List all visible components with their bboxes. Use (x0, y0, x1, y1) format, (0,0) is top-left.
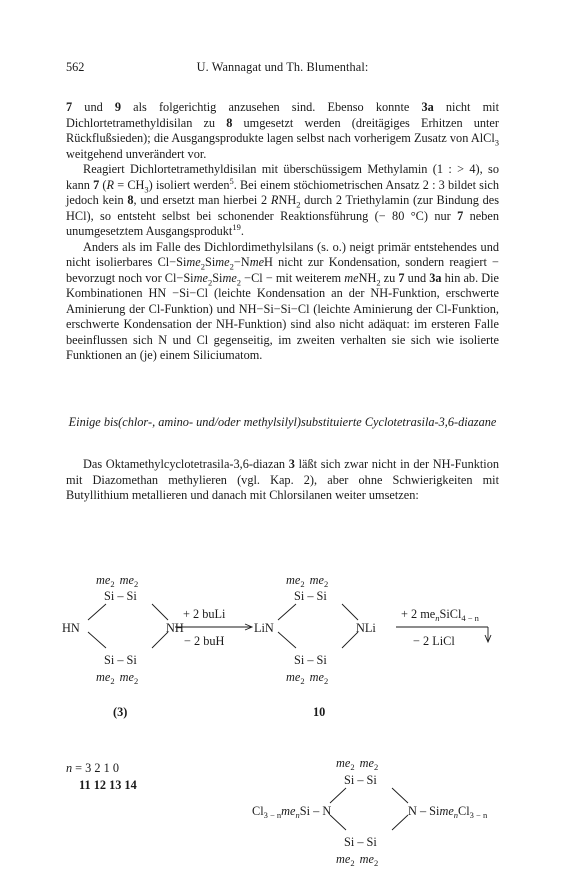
byproduct-butane: − 2 buH (184, 634, 225, 648)
lin-group: LiN (254, 621, 274, 635)
si-si-bond-top: Si – Si (294, 589, 327, 603)
si-si-bond-top: Si – Si (344, 773, 377, 787)
bond-line (152, 604, 168, 620)
methyl-group-label: $me_2$ $me_2$ (96, 670, 139, 686)
body-text-block-1: 7 und 9 als folgerichtig anzusehen sind. Ebenso konnte 3a nicht mit Dichlortetramethyldisilan zu 8 umgesetzt werden (dreitägiges Erhitzen unter Rückflußsieden); die Ausgangsprodukte lagen selbst nach vorherigem Zusatz von AlCl$_3$ weitgehend unverändert vor. Reagiert Dichlortetramethyldisilan mit überschüssigem Methylamin (1 : > 4), so kann 7 $(R = CH_3)$ isoliert werden$^5$. Bei einem stöchiometrischen Ansatz 2 : 3 bildet sich jedoch kein 8, und ersetzt man hierbei 2 $RNH_2$ durch 2 Triethylamin (zur Bindung des HCl), so entsteht selbst bei schonender Reaktionsführung (− 80 °C) nur 7 neben unumgesetztem Ausgangsprodukt$^{19}$. Anders als im Falle des Dichlordimethylsilans (s. o.) neigt primär entstehendes und nicht isolierbares Cl−Sime$_2$Sime$_2$−NmeH nicht zur Kondensation, sondern reagiert − bevorzugt noch vor Cl−Sime$_2$Sime$_2$ −Cl − mit weiterem meNH$_2$ zu 7 und 3a hin ab. Die Kombinationen HN −Si−Cl (leichte Kondensation an der NH-Funktion, erschwerte Aminierung der Cl-Funktion) und NH−Si−Si−Cl (leichte Aminierung der Cl-Funktion, erschwerte Kondensation der NH-Funktion) sind also nicht adäquat: im ersteren Falle beeinflussen sich N und Cl gegenseitig, im zweiten verhalten sie sich wie isolierte Funktionen an (je) einem Siliciumatom. (66, 100, 500, 362)
bond-line (330, 815, 346, 830)
bond-line (278, 632, 296, 648)
left-silyl-substituent: $Cl_{3 - n}me_nSi$ – N (252, 804, 332, 820)
bond-line (88, 604, 106, 620)
page-number: 562 (66, 60, 85, 74)
section-heading: Einige bis(chlor-, amino- und/oder methylsilyl)substituierte Cyclotetrasila-3,6-diazane (68, 415, 497, 429)
right-silyl-substituent: N – $Sime_nCl_{3 - n}$ (408, 804, 488, 820)
bond-line (392, 815, 408, 830)
methyl-group-label: $me_2$ $me_2$ (336, 756, 379, 772)
methyl-group-label: $me_2$ $me_2$ (286, 573, 329, 589)
si-si-bond-bottom: Si – Si (344, 835, 377, 849)
bond-line (392, 788, 408, 803)
bond-line (88, 632, 106, 648)
byproduct-lithium-chloride: − 2 LiCl (413, 634, 455, 648)
n-series: n = 3 2 1 0 (66, 761, 119, 775)
si-si-bond-top: Si – Si (104, 589, 137, 603)
nli-group: NLi (356, 621, 376, 635)
compound-label-3: (3) (113, 705, 128, 719)
methyl-group-label: $me_2$ $me_2$ (286, 670, 329, 686)
hn-group: HN (62, 621, 80, 635)
si-si-bond-bottom: Si – Si (104, 653, 137, 667)
bond-line (278, 604, 296, 620)
methyl-group-label: $me_2$ $me_2$ (96, 573, 139, 589)
body-text-block-2: Das Oktamethylcyclotetrasila-3,6-diazan 3 läßt sich zwar nicht in der NH-Funktion mit Diazomethan methylieren (vgl. Kap. 2), aber ohne Schwierigkeiten mit Butyllithium metallieren und danach mit Chlorsilanen weiter umsetzen: (66, 457, 499, 502)
compound-label-10: 10 (313, 705, 326, 719)
bond-line (342, 604, 358, 620)
methyl-group-label: $me_2$ $me_2$ (336, 852, 379, 868)
compound-numbers-11-14: 11 12 13 14 (79, 778, 137, 792)
bond-line (330, 788, 346, 803)
si-si-bond-bottom: Si – Si (294, 653, 327, 667)
reagent-chlorosilane: + 2 $me_nSiCl_{4 - n}$ (401, 607, 479, 623)
nh-group: NH (166, 621, 184, 635)
running-title: U. Wannagat und Th. Blumenthal: (196, 60, 369, 74)
reagent-butyllithium: + 2 buLi (183, 607, 226, 621)
